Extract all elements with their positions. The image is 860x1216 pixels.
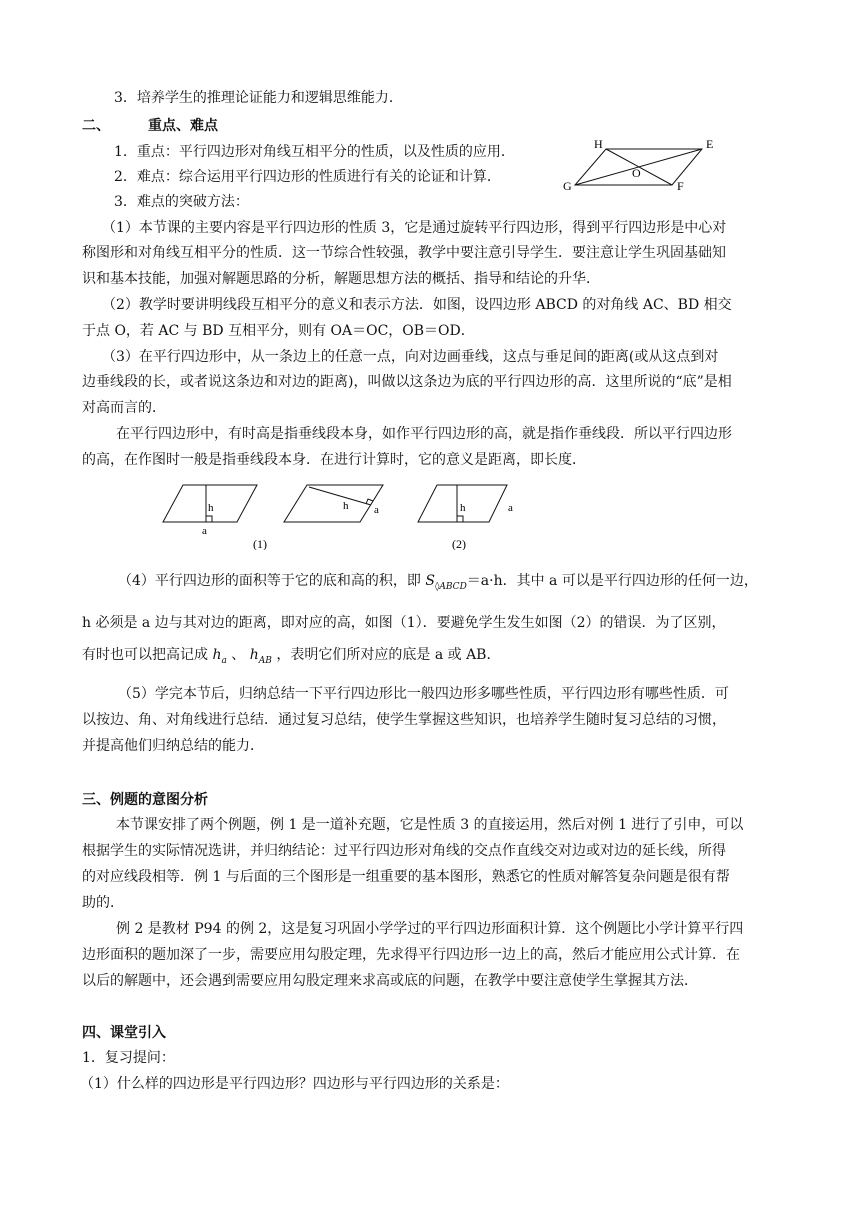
para-5-line-3 (82, 646, 782, 670)
parallelogram-diagonal-figure (558, 134, 723, 194)
height-h-a: h (212, 647, 222, 663)
height-sub-ab: AB (258, 655, 272, 666)
height-notation-pre: 有时也可以把高记成 (82, 647, 213, 663)
section-2-heading (82, 117, 782, 135)
fig-wrong-label-a: a (374, 504, 379, 516)
section-4-heading: 四、课堂引入 (82, 1025, 166, 1041)
figure-2-caption: (2) (452, 537, 466, 550)
fig2-label-h: h (460, 502, 466, 514)
para-4-line-2: 的高，在作图时一般是指垂线段本身．在进行计算时，它的意义是距离，即长度． (82, 452, 586, 468)
label-F: F (677, 179, 684, 193)
label-O: O (632, 166, 641, 180)
figure-1 (163, 485, 267, 550)
label-G: G (563, 179, 572, 193)
para-3-line-1: （3）在平行四边形中，从一条边上的任意一点，向对边画垂线，这点与垂足间的距离(或从这点到对 (102, 349, 719, 365)
figure-wrong-height (284, 485, 383, 522)
section-3-heading: 三、例题的意图分析 (82, 792, 208, 808)
para-7-line-3: 的对应线段相等．例 1 与后面的三个图形是一组重要的基本图形，熟悉它的性质对解答复杂问题是很有帮 (82, 869, 730, 885)
breakthrough-method: 3．难点的突破方法： (114, 194, 249, 210)
difficulty: 2．难点：综合运用平行四边形的性质进行有关的论证和计算． (114, 169, 501, 185)
para-2-line-2: 于点 O，若 AC 与 BD 互相平分，则有 OA＝OC，OB＝OD． (82, 323, 475, 339)
section-2-number: 二、 (82, 118, 110, 134)
para-4-line-1: 在平行四边形中，有时高是指垂线段本身，如作平行四边形的高，就是指作垂线段．所以平行四边形 (116, 426, 732, 442)
height-notation-post: ，表明它们所对应的底是 a 或 AB． (271, 647, 501, 663)
para-6-line-3: 并提高他们归纳总结的能力． (82, 738, 264, 754)
para-5-line-2: h 必须是 a 边与其对边的距离，即对应的高，如图（1）．要避免学生发生如图（2）的错误．为了区别， (82, 615, 726, 631)
para-7-line-1: 本节课安排了两个例题，例 1 是一道补充题，它是性质 3 的直接运用，然后对例 1 进行了引申，可以 (116, 817, 744, 833)
height-notation-mid: 、 (226, 647, 250, 663)
para-7-line-4: 助的． (82, 895, 124, 911)
fig2-label-a: a (508, 502, 513, 514)
para-7-line-2: 根据学生的实际情况选讲，并归纳结论：过平行四边形对角线的交点作直线交对边或对边的延长线，所得 (82, 843, 726, 859)
para-6-line-1: （5）学完本节后，归纳总结一下平行四边形比一般四边形多哪些性质，平行四边形有哪些性质．可 (118, 686, 729, 702)
parallelogram-height-figures (150, 478, 530, 550)
para-8-line-1: 例 2 是教材 P94 的例 2，这是复习巩固小学学过的平行四边形面积计算．这个例题比小学计算平行四 (116, 921, 744, 937)
key-point: 1．重点：平行四边形对角线互相平分的性质，以及性质的应用． (114, 144, 515, 160)
area-text-pre: （4）平行四边形的面积等于它的底和高的积，即 (118, 573, 426, 589)
review-question-heading: 1．复习提问： (82, 1050, 175, 1066)
para-2-line-1: （2）教学时要讲明线段互相平分的意义和表示方法．如图，设四边形 ABCD 的对角线 AC、BD 相交 (102, 297, 732, 313)
height-h-ab: h (249, 647, 259, 663)
para-5-line-1 (118, 572, 818, 596)
fig1-label-h: h (208, 502, 214, 514)
area-text-post: ＝a·h．其中 a 可以是平行四边形的任何一边， (466, 573, 758, 589)
area-subscript: ◊ABCD (434, 581, 467, 592)
review-question-1: （1）什么样的四边形是平行四边形？四边形与平行四边形的关系是： (80, 1076, 509, 1092)
label-E: E (706, 137, 714, 151)
para-1-line-3: 识和基本技能，加强对解题思路的分析，解题思想方法的概括、指导和结论的升华． (82, 271, 600, 287)
section-2-title: 重点、难点 (148, 118, 218, 134)
fig1-label-a: a (202, 525, 207, 537)
objective-3: 3．培养学生的推理论证能力和逻辑思维能力． (114, 90, 403, 106)
para-8-line-3: 以后的解题中，还会遇到需要应用勾股定理来求高或底的问题，在教学中要注意使学生掌握其方法． (82, 973, 698, 989)
para-3-line-2: 边垂线段的长，或者说这条边和对边的距离)，叫做以这条边为底的平行四边形的高．这里所说的“底”是相 (82, 374, 732, 390)
fig-wrong-label-h: h (343, 500, 349, 512)
figure-2 (418, 485, 513, 550)
label-H: H (594, 137, 603, 151)
figure-1-caption: (1) (253, 537, 267, 550)
para-3-line-3: 对高而言的． (82, 400, 166, 416)
area-symbol: S (425, 573, 435, 589)
para-8-line-2: 边形面积的题加深了一步，需要应用勾股定理，先求得平行四边形一边上的高，然后才能应用公式计算．在 (82, 947, 740, 963)
height-sub-a: a (221, 655, 227, 666)
para-1-line-2: 称图形和对角线互相平分的性质．这一节综合性较强，教学中要注意引导学生．要注意让学生巩固基础知 (82, 245, 726, 261)
para-6-line-2: 以按边、角、对角线进行总结．通过复习总结，使学生掌握这些知识，也培养学生随时复习总结的习惯， (82, 712, 726, 728)
para-1-line-1: （1）本节课的主要内容是平行四边形的性质 3，它是通过旋转平行四边形，得到平行四边形是中心对 (102, 220, 727, 236)
